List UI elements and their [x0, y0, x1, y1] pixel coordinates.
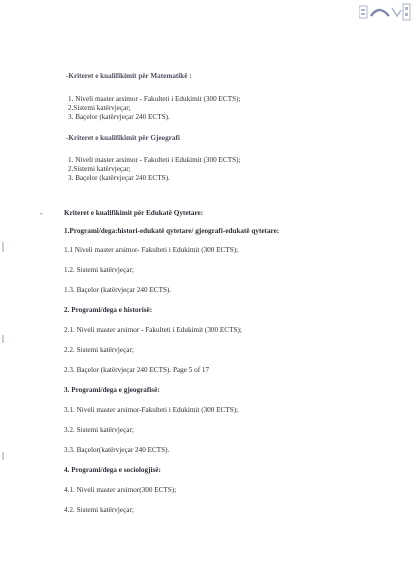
list-item: 3. Baçelor (katërvjeçar 240 ECTS).: [68, 174, 170, 182]
scan-mark: [2, 335, 4, 343]
list-item: 2.1. Niveli master arsimor - Fakulteti i Edukimit (300 ECTS);: [64, 326, 242, 334]
matematike-heading: -Kriteret e kualifikimit për Matematikë :: [66, 72, 192, 80]
list-item: 1.1 Niveli master arsimor- Fakulteti i Edukimit (300 ECTS);: [64, 246, 239, 254]
list-item: 1. Niveli master arsimor - Fakulteti i Edukimit (300 ECTS);: [68, 95, 241, 103]
list-item: 1.2. Sistemi katërvjeçar;: [64, 266, 134, 274]
list-item: 2.3. Baçelor (katërvjeçar 240 ECTS). Page 5 of 17: [64, 366, 210, 374]
list-item: 3.1. Niveli master arsimor-Fakulteti i Edukimit (300 ECTS);: [64, 406, 239, 414]
list-item: 1. Niveli master arsimor - Fakulteti i Edukimit (300 ECTS);: [68, 156, 241, 164]
list-item: 3. Baçelor (katërvjeçar 240 ECTS).: [68, 113, 170, 121]
list-item: 4.2. Sistemi katërvjeçar;: [64, 506, 134, 514]
list-item: 2.2. Sistemi katërvjeçar;: [64, 346, 134, 354]
bullet-dash: -: [40, 209, 43, 218]
scan-mark: [2, 452, 4, 460]
gjeografi-heading: -Kriteret e kualifikimit për Gjeografi: [66, 134, 180, 142]
list-item: 2.Sistemi katërvjeçar;: [68, 104, 131, 112]
program-title: 1.Programi/dega:histori-edukatë qytetare/ gjeografi-edukatë qytetare:: [64, 227, 280, 235]
list-item: 1.3. Baçelor (katërvjeçar 240 ECTS).: [64, 286, 172, 294]
list-item: 4.1. Niveli master arsimor(300 ECTS);: [64, 486, 177, 494]
program-title: 4. Programi/dega e sociologjisë:: [64, 466, 161, 474]
program-title: 2. Programi/dega e historisë:: [64, 306, 153, 314]
list-item: 3.2. Sistemi katërvjeçar;: [64, 426, 134, 434]
scan-mark: [2, 242, 4, 252]
list-item: 3.3. Baçelor(katërvjeçar 240 ECTS).: [64, 446, 170, 454]
list-item: 2.Sistemi katërvjeçar;: [68, 165, 131, 173]
edukate-heading: Kriteret e kualifikimit për Edukatë Qytetare:: [64, 209, 204, 217]
program-title: 3. Programi/dega e gjeografisë:: [64, 386, 160, 394]
stamp-logo-icon: [359, 2, 411, 22]
